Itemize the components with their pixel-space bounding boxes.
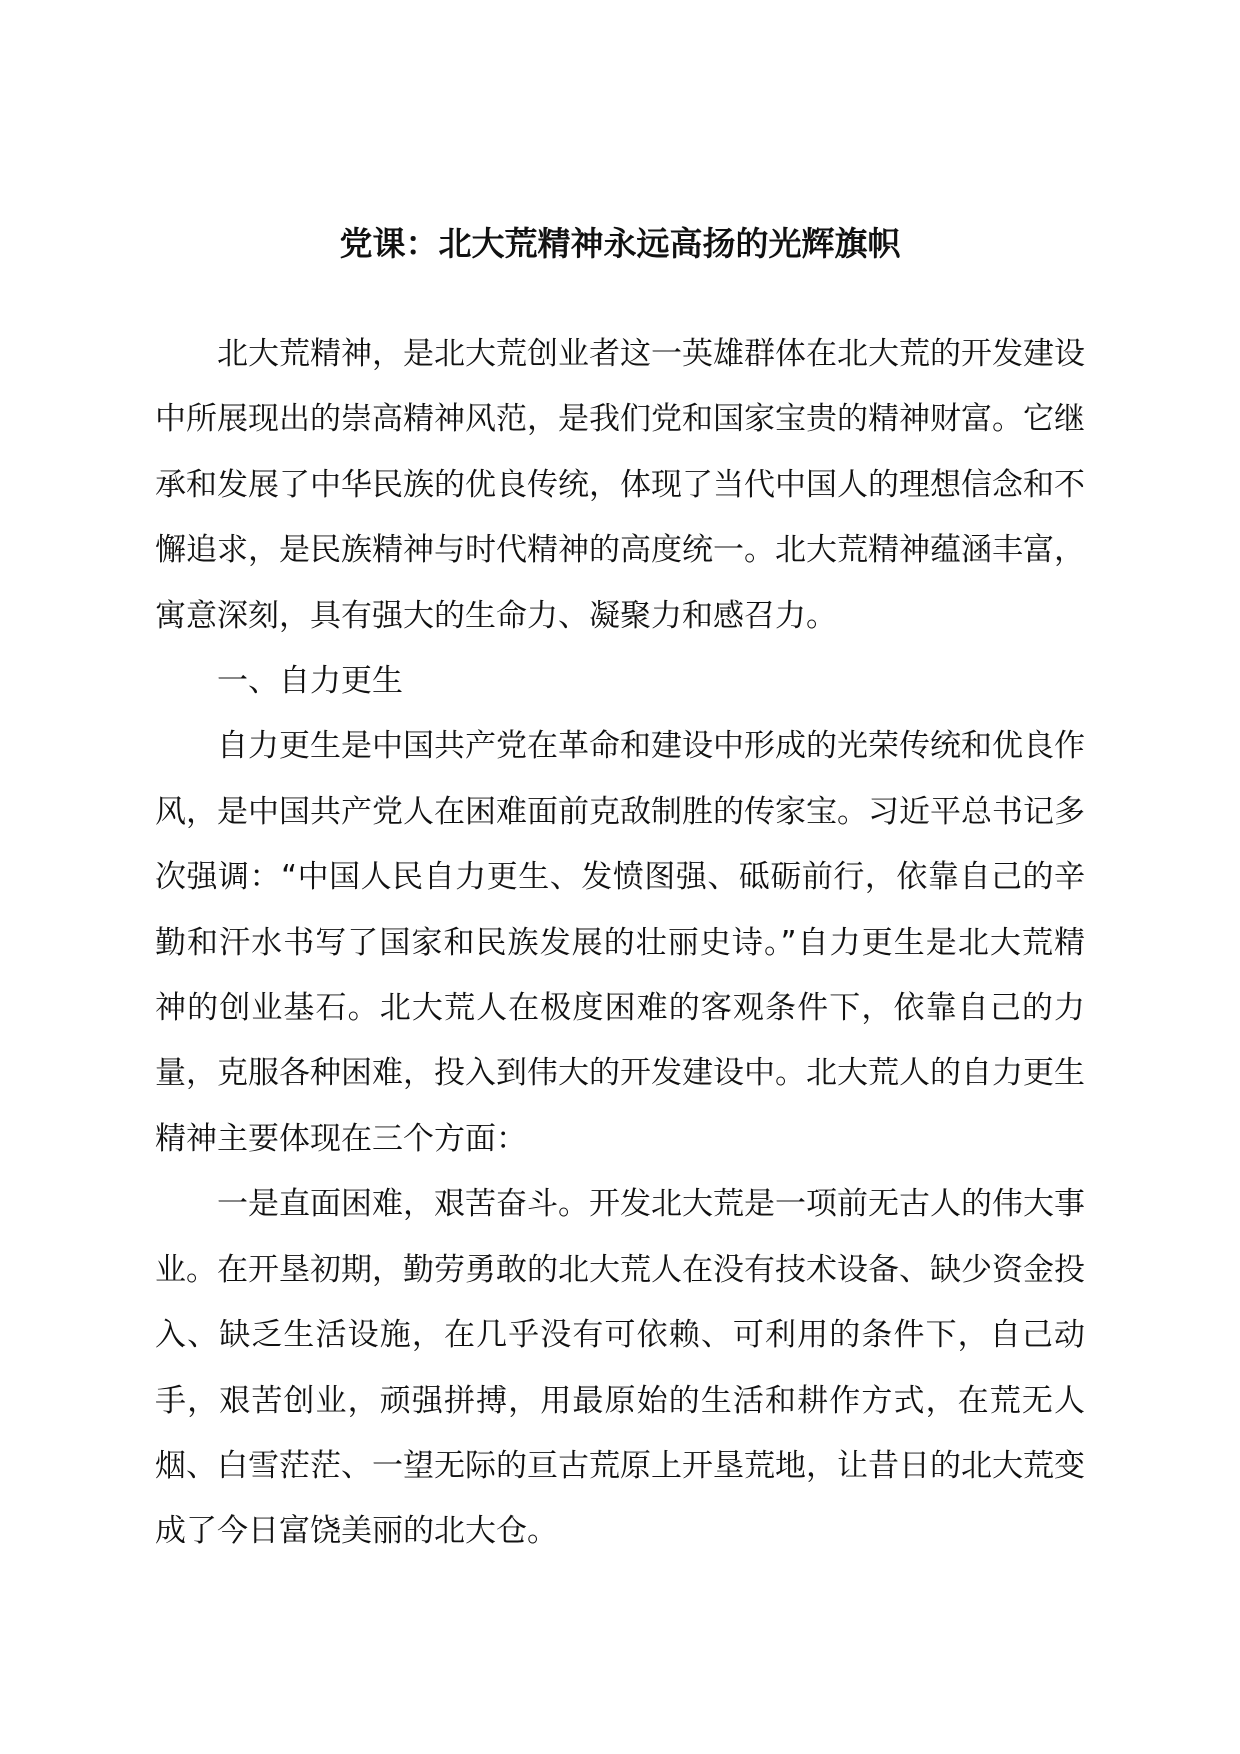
section-paragraph: 一是直面困难，艰苦奋斗。开发北大荒是一项前无古人的伟大事业。在开垦初期，勤劳勇敢的北大荒人在没有技术设备、缺少资金投入、缺乏生活设施，在几乎没有可依赖、可利用的条件下，自己动手，艰苦创业，顽强拼搏，用最原始的生活和耕作方式，在荒无人烟、白雪茫茫、一望无际的亘古荒原上开垦荒地，让昔日的北大荒变成了今日富饶美丽的北大仓。 bbox=[155, 1186, 1085, 1550]
page-title: 党课：北大荒精神永远高扬的光辉旗帜 bbox=[339, 224, 901, 263]
section-heading: 一、自力更生 bbox=[217, 663, 403, 700]
section-paragraph: 自力更生是中国共产党在革命和建设中形成的光荣传统和优良作风，是中国共产党人在困难面前克敌制胜的传家宝。习近平总书记多次强调：“中国人民自力更生、发愤图强、砥砺前行，依靠自己的辛勤和汗水书写了国家和民族发展的壮丽史诗。”自力更生是北大荒精神的创业基石。北大荒人在极度困难的客观条件下，依靠自己的力量，克服各种困难，投入到伟大的开发建设中。北大荒人的自力更生精神主要体现在三个方面： bbox=[155, 728, 1085, 1157]
intro-paragraph: 北大荒精神，是北大荒创业者这一英雄群体在北大荒的开发建设中所展现出的崇高精神风范，是我们党和国家宝贵的精神财富。它继承和发展了中华民族的优良传统，体现了当代中国人的理想信念和不懈追求，是民族精神与时代精神的高度统一。北大荒精神蕴涵丰富，寓意深刻，具有强大的生命力、凝聚力和感召力。 bbox=[155, 336, 1085, 634]
document-body bbox=[155, 322, 1085, 1565]
